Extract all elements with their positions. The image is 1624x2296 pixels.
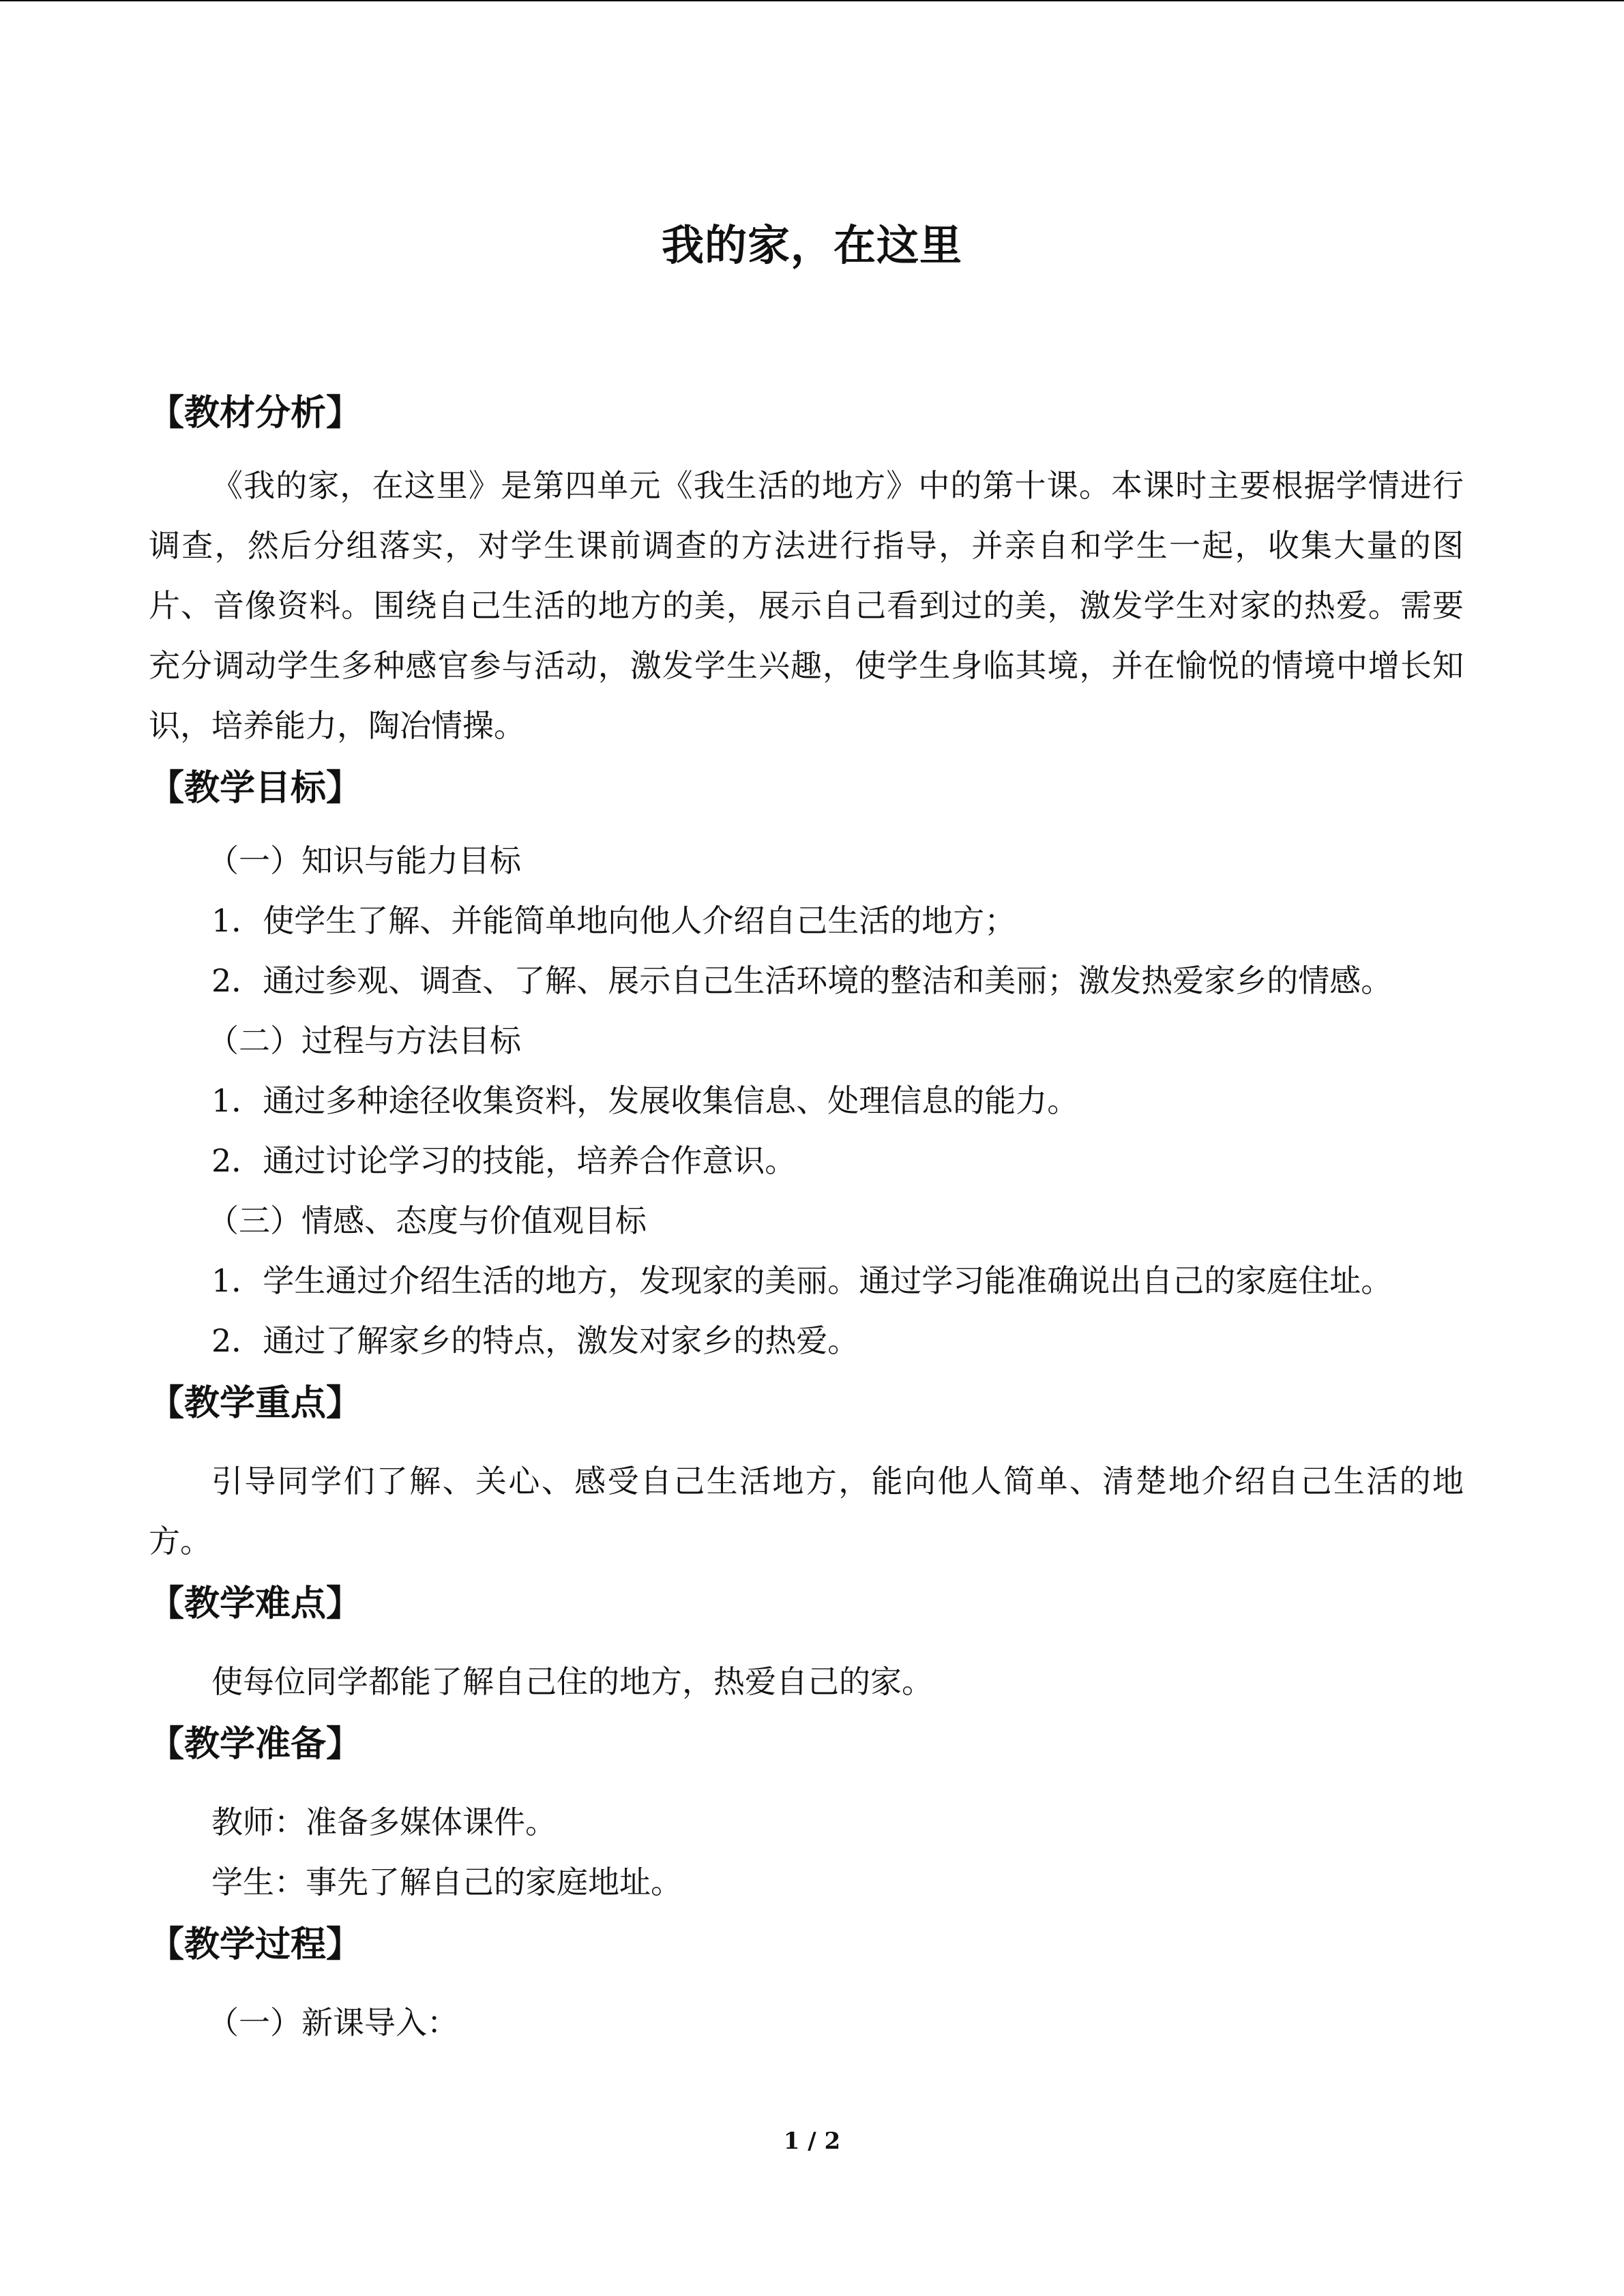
process-step-1: （一）新课导入： bbox=[207, 2004, 458, 2041]
heading-objectives: 【教学目标】 bbox=[149, 767, 362, 809]
heading-difficulty: 【教学难点】 bbox=[149, 1583, 362, 1624]
focus-paragraph: 引导同学们了解、关心、感受自己生活地方，能向他人简单、清楚地介绍自己生活的地方。 bbox=[149, 1463, 1464, 1560]
objective-process-title: （二）过程与方法目标 bbox=[207, 1022, 521, 1059]
preparation-student: 学生：事先了解自己的家庭地址。 bbox=[211, 1864, 682, 1900]
objective-process-item-2: 2．通过讨论学习的技能，培养合作意识。 bbox=[211, 1142, 797, 1179]
objective-knowledge-item-2: 2．通过参观、调查、了解、展示自己生活环境的整洁和美丽；激发热爱家乡的情感。 bbox=[211, 962, 1393, 999]
document-body bbox=[149, 381, 1464, 2053]
analysis-paragraph: 《我的家，在这里》是第四单元《我生活的地方》中的第十课。本课时主要根据学情进行调查，然后分组落实，对学生课前调查的方法进行指导，并亲自和学生一起，收集大量的图片、音像资料。围绕自己生活的地方的美，展示自己看到过的美，激发学生对家的热爱。需要充分调动学生多种感官参与活动，激发学生兴趣，使学生身临其境，并在愉悦的情境中增长知识，培养能力，陶冶情操。 bbox=[149, 467, 1464, 744]
objective-knowledge-title: （一）知识与能力目标 bbox=[207, 842, 521, 879]
preparation-teacher: 教师：准备多媒体课件。 bbox=[211, 1804, 557, 1840]
objective-emotion-item-1: 1．学生通过介绍生活的地方，发现家的美丽。通过学习能准确说出自己的家庭住址。 bbox=[211, 1262, 1393, 1299]
difficulty-paragraph: 使每位同学都能了解自己住的地方，热爱自己的家。 bbox=[211, 1663, 933, 1700]
page-number: 1 / 2 bbox=[783, 2128, 841, 2155]
heading-preparation: 【教学准备】 bbox=[149, 1723, 362, 1765]
objective-process-item-1: 1．通过多种途径收集资料，发展收集信息、处理信息的能力。 bbox=[211, 1082, 1079, 1119]
heading-process: 【教学过程】 bbox=[149, 1924, 362, 1965]
top-border-line bbox=[0, 0, 1624, 1]
heading-analysis: 【教材分析】 bbox=[149, 392, 362, 434]
objective-emotion-item-2: 2．通过了解家乡的特点，激发对家乡的热爱。 bbox=[211, 1322, 859, 1359]
document-title: 我的家，在这里 bbox=[661, 220, 962, 270]
objective-knowledge-item-1: 1．使学生了解、并能简单地向他人介绍自己生活的地方； bbox=[211, 902, 1016, 939]
objective-emotion-title: （三）情感、态度与价值观目标 bbox=[207, 1202, 647, 1239]
heading-focus: 【教学重点】 bbox=[149, 1382, 362, 1424]
